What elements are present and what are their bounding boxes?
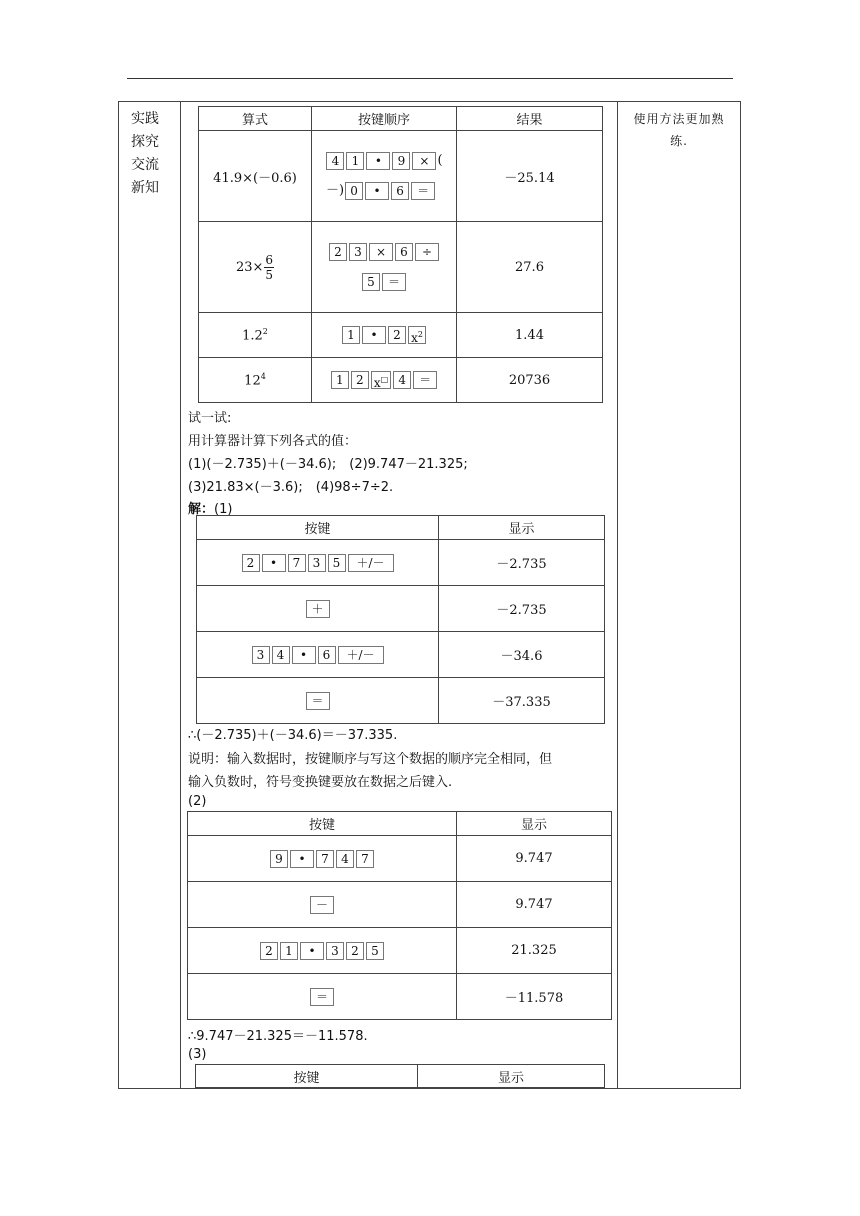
keys-cell	[188, 836, 457, 882]
keys-cell	[197, 678, 439, 724]
key: •	[366, 152, 390, 170]
key: 4	[326, 152, 344, 170]
calculator-key: 6	[318, 646, 336, 664]
calculator-key: •	[292, 646, 316, 664]
display-cell: 9.747	[457, 836, 612, 882]
calculator-key: 7	[356, 850, 374, 868]
solution-2-label: (2)	[188, 794, 207, 809]
solution-1-table	[196, 515, 605, 724]
explanation-line-2: 输入负数时，符号变换键要放在数据之后键入.	[188, 775, 453, 790]
header-keys: 按键	[197, 516, 439, 540]
explanation-line-1: 说明：输入数据时，按键顺序与写这个数据的顺序完全相同，但	[188, 752, 553, 767]
result-cell: －25.14	[457, 131, 603, 222]
calculator-key: 1	[280, 942, 298, 960]
header-keys: 按键	[188, 812, 457, 836]
square-key: $x^2$	[408, 326, 426, 344]
column-divider	[617, 102, 618, 1088]
calculator-key: 3	[308, 554, 326, 572]
calculator-key: 5	[328, 554, 346, 572]
table-row	[197, 540, 605, 586]
table-row	[188, 836, 612, 882]
solution-2-table	[187, 811, 612, 1020]
key: •	[365, 182, 389, 200]
key: •	[362, 326, 386, 344]
try-question-1-2: (1)(－2.735)＋(－34.6); (2)9.747－21.325;	[188, 457, 468, 472]
solution-label: 解：(1)	[188, 502, 233, 517]
key: 4	[393, 371, 411, 389]
table-row	[199, 358, 603, 403]
keys-cell	[312, 358, 457, 403]
table-row	[188, 928, 612, 974]
teaching-note: 使用方法更加熟练.	[633, 112, 725, 148]
table-row	[199, 313, 603, 358]
calculator-key: 4	[272, 646, 290, 664]
key: ＝	[382, 273, 406, 291]
key: 5	[362, 273, 380, 291]
display-cell: －34.6	[439, 632, 605, 678]
column-divider	[180, 102, 181, 1088]
calculator-key: 7	[316, 850, 334, 868]
sign-change-key: ＋/－	[348, 554, 394, 572]
solution-3-table	[195, 1064, 605, 1088]
keys-cell	[312, 131, 457, 222]
calculator-key: ＝	[310, 988, 334, 1006]
expr-cell: $1.2^2$	[199, 313, 312, 358]
try-title: 试一试:	[188, 411, 232, 426]
key: 6	[395, 243, 413, 261]
key: 3	[349, 243, 367, 261]
calculator-key: •	[262, 554, 286, 572]
calculator-key: 2	[242, 554, 260, 572]
expr-cell: 23× $\frac{6}{5}$	[199, 222, 312, 313]
header-result: 结果	[457, 107, 603, 131]
solution-3-label: (3)	[188, 1047, 207, 1062]
key: 9	[392, 152, 410, 170]
keys-cell	[312, 222, 457, 313]
calculator-key: 2	[260, 942, 278, 960]
key: 1	[342, 326, 360, 344]
calculator-key: 4	[336, 850, 354, 868]
calculator-key: 3	[326, 942, 344, 960]
header-keys: 按键	[196, 1065, 418, 1088]
solution-2-result: ∴9.747－21.325＝－11.578.	[188, 1029, 368, 1044]
power-key: x□	[371, 371, 391, 389]
try-question-3-4: (3)21.83×(－3.6); (4)98÷7÷2.	[188, 480, 394, 495]
key: 1	[331, 371, 349, 389]
expr-cell: $12^4$	[199, 358, 312, 403]
calculator-key: ＝	[306, 692, 330, 710]
display-cell: －37.335	[439, 678, 605, 724]
header-expr: 算式	[199, 107, 312, 131]
sign-change-key: ＋/－	[338, 646, 384, 664]
lesson-table	[118, 101, 741, 1089]
key: ×	[369, 243, 393, 261]
table-row	[197, 678, 605, 724]
display-cell: －11.578	[457, 974, 612, 1020]
keys-cell	[197, 540, 439, 586]
paren-text: (	[437, 153, 443, 168]
display-cell: 21.325	[457, 928, 612, 974]
display-cell: －2.735	[439, 586, 605, 632]
calculator-key: 5	[366, 942, 384, 960]
table-row	[188, 882, 612, 928]
header-keys: 按键顺序	[312, 107, 457, 131]
calculator-key: 9	[270, 850, 288, 868]
calculator-key: 2	[346, 942, 364, 960]
keys-cell	[188, 974, 457, 1020]
table-row	[188, 974, 612, 1020]
keys-cell	[188, 928, 457, 974]
keys-cell	[197, 632, 439, 678]
key: ＝	[413, 371, 437, 389]
calculator-key: ＋	[306, 600, 330, 618]
key: ＝	[411, 182, 435, 200]
keys-cell	[312, 313, 457, 358]
key: ÷	[415, 243, 439, 261]
keys-cell	[188, 882, 457, 928]
calc-example-table	[198, 106, 603, 403]
calculator-key: •	[300, 942, 324, 960]
display-cell: －2.735	[439, 540, 605, 586]
table-row	[199, 222, 603, 313]
result-cell: 20736	[457, 358, 603, 403]
try-prompt: 用计算器计算下列各式的值：	[188, 434, 358, 449]
fraction: $\frac{6}{5}$	[265, 252, 274, 282]
header-display: 显示	[457, 812, 612, 836]
result-cell: 27.6	[457, 222, 603, 313]
calculator-key: 7	[288, 554, 306, 572]
key: 1	[346, 152, 364, 170]
calculator-key: •	[290, 850, 314, 868]
key: 0	[345, 182, 363, 200]
section-label: 实践 探究 交流 新知	[131, 111, 159, 196]
calculator-key: 3	[252, 646, 270, 664]
header-display: 显示	[418, 1065, 605, 1088]
table-row	[197, 586, 605, 632]
key: 2	[329, 243, 347, 261]
table-row	[197, 632, 605, 678]
header-rule	[127, 78, 733, 79]
display-cell: 9.747	[457, 882, 612, 928]
key: 2	[388, 326, 406, 344]
result-cell: 1.44	[457, 313, 603, 358]
keys-cell	[197, 586, 439, 632]
header-display: 显示	[439, 516, 605, 540]
key: ×	[412, 152, 436, 170]
solution-1-result: ∴(－2.735)＋(－34.6)＝－37.335.	[188, 728, 398, 743]
table-row	[199, 131, 603, 222]
key: 2	[351, 371, 369, 389]
key: 6	[391, 182, 409, 200]
minus-paren-text: －)	[326, 183, 345, 198]
calculator-key: －	[310, 896, 334, 914]
expr-cell: 41.9×(－0.6)	[199, 131, 312, 222]
